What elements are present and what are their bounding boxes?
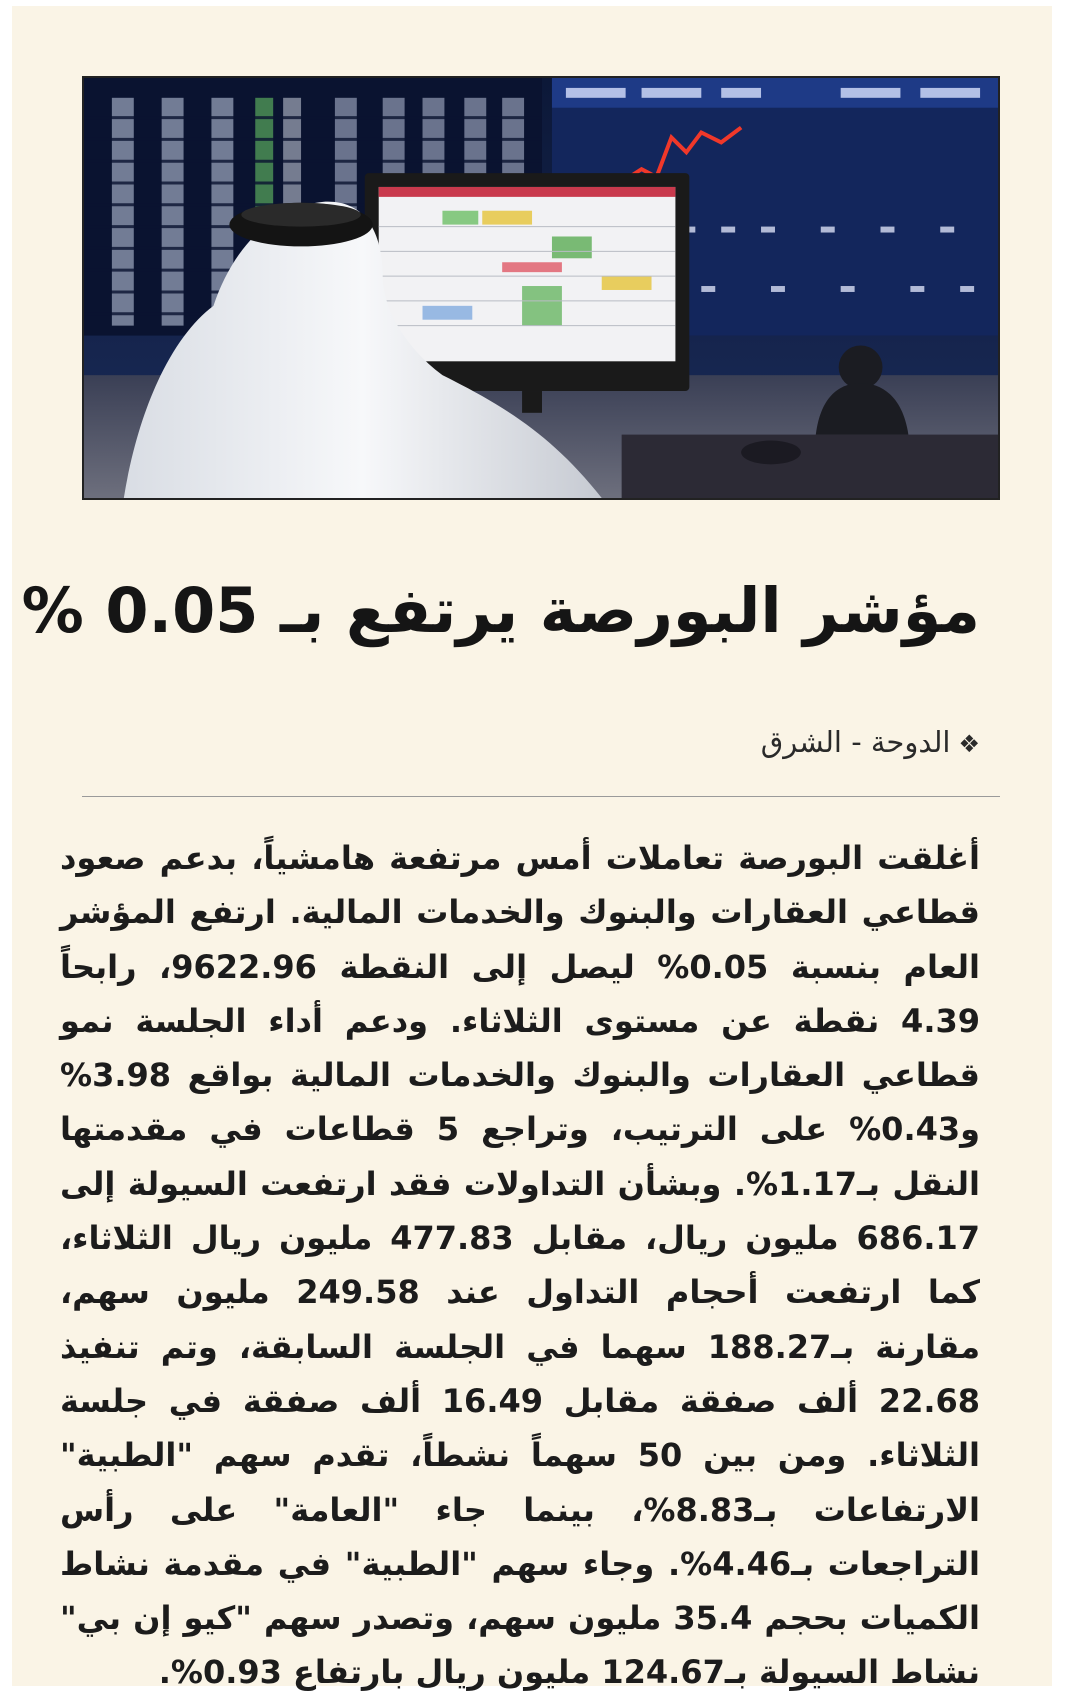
divider-line <box>82 796 1000 797</box>
article-body: أغلقت البورصة تعاملات أمس مرتفعة هامشياً، بدعم صعود قطاعي العقارات والبنوك والخدمات المالية. ارتفع المؤشر العام بنسبة 0.05% ليصل إلى النقطة 9622.96، رابحاً 4.39 نقطة عن مستوى الثلاثاء. ودعم أداء الجلسة نمو قطاعي العقارات والبنوك والخدمات المالية بواقع 3.98% و0.43% على الترتيب، وتراجع 5 قطاعات في مقدمتها النقل بـ1.17%. وبشأن التداولات فقد ارتفعت السيولة إلى 686.17 مليون ريال، مقابل 477.83 مليون ريال الثلاثاء، كما ارتفعت أحجام التداول عند 249.58 مليون سهم، مقارنة بـ188.27 سهما في الجلسة السابقة، وتم تنفيذ 22.68 ألف صفقة مقابل 16.49 ألف صفقة في جلسة الثلاثاء. ومن بين 50 سهماً نشطاً، تقدم سهم "الطبية" الارتفاعات بـ8.83%، بينما جاء "العامة" على رأس التراجعات بـ4.46%. وجاء سهم "الطبية" في مقدمة نشاط الكميات بحجم 35.4 مليون سهم، وتصدر سهم "كيو إن بي" نشاط السيولة بـ124.67 مليون ريال بارتفاع 0.93%. <box>60 839 981 1692</box>
article-byline <box>761 722 980 764</box>
newspaper-page <box>12 6 1052 1692</box>
article-headline: مؤشر البورصة يرتفع بـ 0.05 % <box>21 574 980 647</box>
trading-floor-illustration <box>84 78 998 498</box>
diamond-bullet-icon: ❖ <box>958 730 980 758</box>
byline-text: الدوحة - الشرق <box>760 725 951 759</box>
stock-exchange-photo <box>82 76 1000 500</box>
